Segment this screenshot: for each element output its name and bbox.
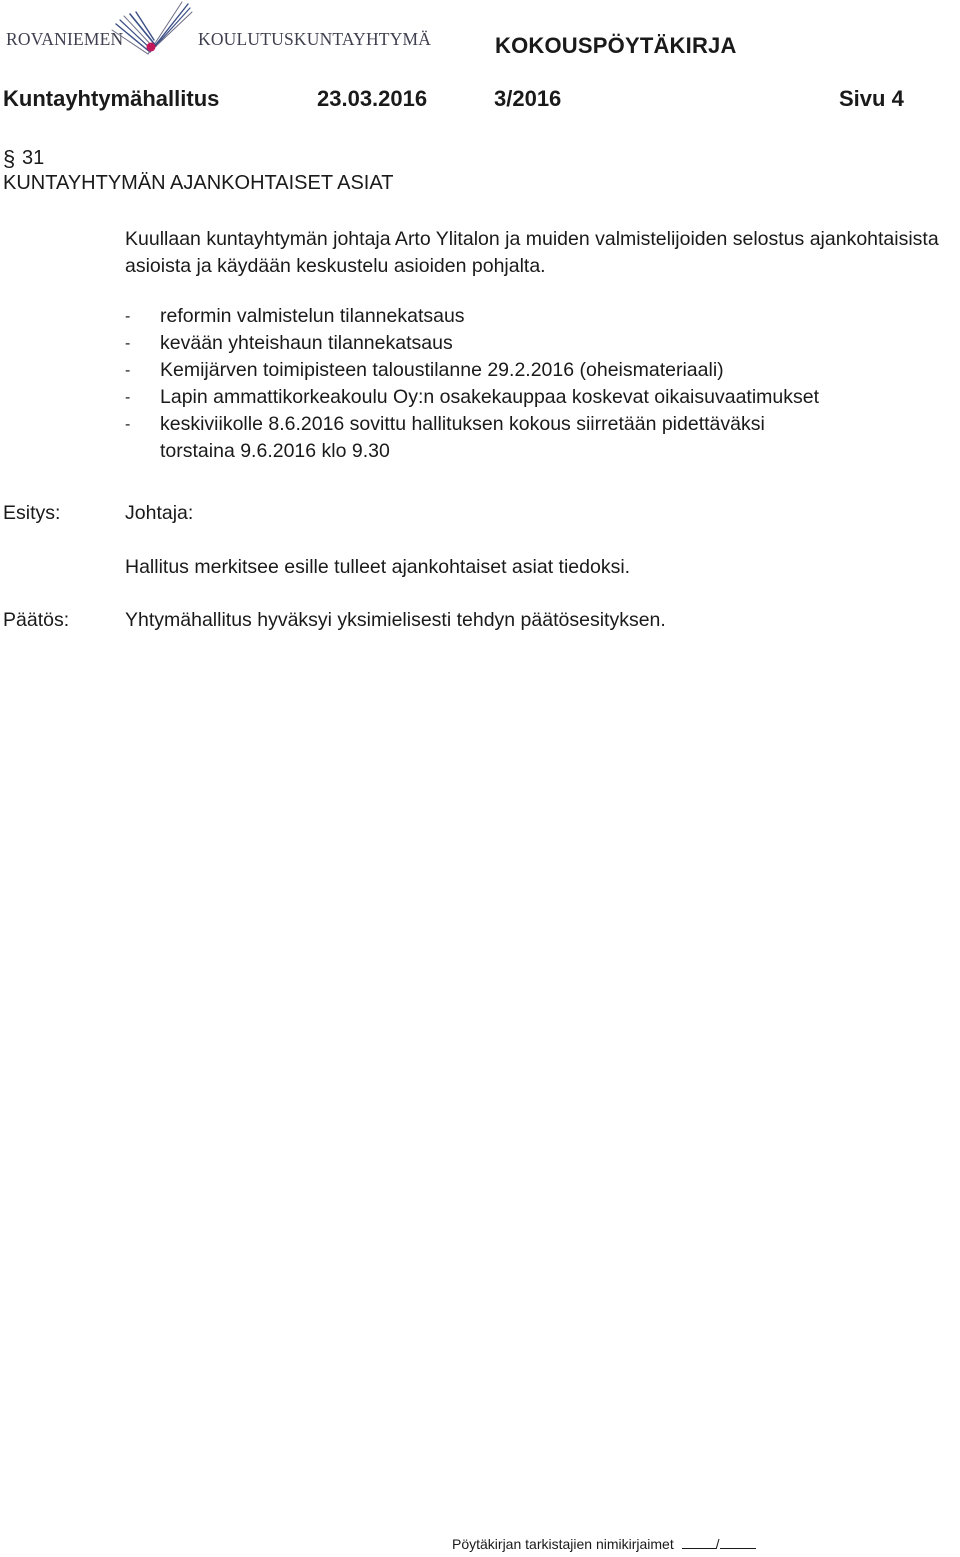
list-item: keskiviikolle 8.6.2016 sovittu hallituksen kokous siirretään pidettäväksi (160, 413, 765, 435)
document-type: KOKOUSPÖYTÄKIRJA (495, 33, 737, 58)
section-title: KUNTAYHTYMÄN AJANKOHTAISET ASIAT (3, 172, 394, 194)
bullet-dash: - (125, 362, 131, 379)
list-item: kevään yhteishaun tilannekatsaus (160, 332, 453, 354)
logo-star-icon (110, 0, 194, 60)
logo-text-left: ROVANIEMEN (6, 29, 124, 49)
proposal-presenter: Johtaja: (125, 502, 194, 524)
footer-label: Pöytäkirjan tarkistajien nimikirjaimet (452, 1536, 674, 1552)
bullet-dash: - (125, 416, 131, 433)
section-number: 31 (22, 147, 45, 169)
bullet-dash: - (125, 389, 131, 406)
decision-text: Yhtymähallitus hyväksyi yksimielisesti tehdyn päätösesityksen. (125, 609, 666, 631)
list-item: Kemijärven toimipisteen taloustilanne 29.2.2016 (oheismateriaali) (160, 359, 724, 381)
logo-text-right: KOULUTUSKUNTAYHTYMÄ (198, 29, 432, 49)
intro-paragraph: Kuullaan kuntayhtymän johtaja Arto Ylitalon ja muiden valmistelijoiden selostus ajankohtaisista asioista ja käydään keskustelu asioiden pohjalta. (125, 228, 939, 277)
list-item: Lapin ammattikorkeakoulu Oy:n osakekauppaa koskevat oikaisuvaatimukset (160, 386, 820, 408)
section-symbol: § (3, 146, 16, 171)
meeting-date: 23.03.2016 (317, 86, 428, 111)
proposal-text: Hallitus merkitsee esille tulleet ajankohtaiset asiat tiedoksi. (125, 556, 631, 578)
proposal-label: Esitys: (3, 502, 61, 524)
list-item: reformin valmistelun tilannekatsaus (160, 305, 465, 327)
list-item-continuation: torstaina 9.6.2016 klo 9.30 (160, 440, 390, 462)
meeting-number: 3/2016 (494, 86, 562, 111)
initials-blank-2 (720, 1536, 756, 1549)
footer-separator: / (715, 1536, 720, 1552)
bullet-dash: - (125, 335, 131, 352)
footer-initials (452, 1536, 756, 1552)
governing-body: Kuntayhtymähallitus (3, 86, 220, 111)
bullet-dash: - (125, 308, 131, 325)
page-number: Sivu 4 (839, 86, 904, 111)
initials-blank-1 (682, 1536, 716, 1549)
decision-label: Päätös: (3, 609, 70, 631)
